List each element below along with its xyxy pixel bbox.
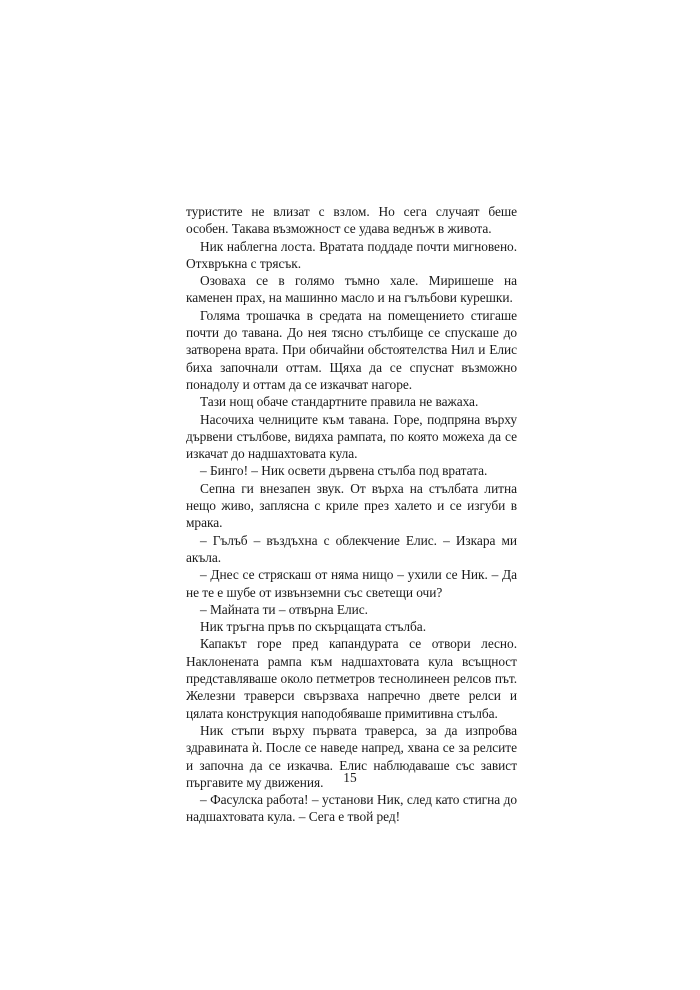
paragraph: Ник стъпи върху първата траверса, за да изпробва здравината ѝ. После се наведе напред, хвана се за релсите и започна да се изкачва. Елис наблюдаваше със завист пъргавите му движения.: [186, 722, 517, 790]
paragraph: туристите не влизат с взлом. Но сега случаят беше особен. Такава възможност се удава веднъж в живота.: [186, 204, 517, 237]
paragraph: Тази нощ обаче стандартните правила не важаха.: [200, 394, 479, 410]
page-number: [0, 770, 700, 786]
paragraph: Капакът горе пред капандурата се отвори лесно. Наклонената рампа към надшахтовата кула всъщност представляваше около петметров теснолинеен релсов път. Железни траверси свързваха напречно двете релси и цялата конструкция наподобяваше примитивна стълба.: [186, 636, 517, 721]
paragraph: Озоваха се в голямо тъмно хале. Миришеше на каменен прах, на машинно масло и на гълъбови курешки.: [186, 273, 517, 306]
paragraph: – Днес се стряскаш от няма нищо – ухили се Ник. – Да не те е шубе от извънземни със светещи очи?: [186, 567, 517, 600]
paragraph: – Гълъб – въздъхна с облекчение Елис. – Изкара ми акъла.: [186, 532, 517, 565]
paragraph: Сепна ги внезапен звук. От върха на стълбата литна нещо живо, заплясна с криле през халето и се изгуби в мрака.: [186, 480, 517, 531]
paragraph: Ник наблегна лоста. Вратата поддаде почти мигновено. Отхвръкна с трясък.: [186, 238, 517, 271]
paragraph: Ник тръгна пръв по скърцащата стълба.: [200, 619, 426, 635]
paragraph: Голяма трошачка в средата на помещението стигаше почти до тавана. До нея тясно стълбище се спускаше до затворена врата. При обичайни обстоятелства Нил и Елис биха започнали оттам. Щяха да се спуснат възможно понадолу и оттам да се изкачват нагоре.: [186, 307, 517, 392]
page-number-text: 15: [343, 770, 357, 785]
body-text: [186, 203, 517, 826]
paragraph: – Бинго! – Ник освети дървена стълба под вратата.: [200, 463, 488, 479]
paragraph: Насочиха челниците към тавана. Горе, подпряна върху дървени стълбове, видяха рампата, по която можеха да се изкачат до надшахтовата кула.: [186, 411, 517, 462]
paragraph: – Майната ти – отвърна Елис.: [200, 601, 368, 617]
paragraph: – Фасулска работа! – установи Ник, след като стигна до надшахтовата кула. – Сега е твой ред!: [186, 792, 517, 825]
